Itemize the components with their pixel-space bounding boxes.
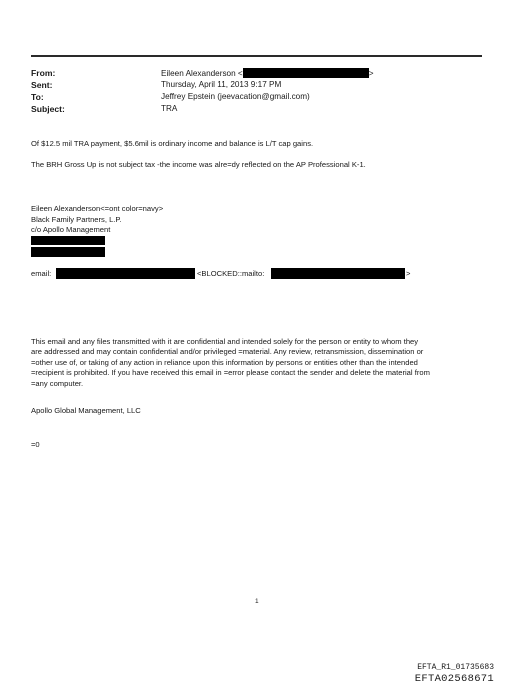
to-value: Jeffrey Epstein (jeevacation@gmail.com) [161,92,310,101]
signature-name: Eileen Alexanderson<=ont color=navy> [31,204,164,213]
disclaimer-company: Apollo Global Management, LLC [31,406,141,415]
page-number: 1 [255,598,259,605]
disclaimer-line: =recipient is prohibited. If you have received this email in =error please contact the sender and delete the material from [31,368,430,378]
redaction-from-email [243,68,369,78]
to-label: To: [31,92,44,102]
body-line-1: Of $12.5 mil TRA payment, $5.6mil is ordinary income and balance is L/T cap gains. [31,139,314,148]
disclaimer-paragraph [31,337,491,389]
signature-company: Black Family Partners, L.P. [31,215,122,224]
from-suffix: > [368,69,374,78]
disclaimer-line: =any computer. [31,378,84,388]
disclaimer-line: =other use of, or taking of any action in reliance upon this information by persons or entities other than the intended [31,357,418,367]
signature-care-of: c/o Apollo Management [31,225,111,234]
from-value [161,68,374,78]
disclaimer-line: are addressed and may contain confidential and/or privileged =material. Any review, retransmission, dissemination or [31,347,424,357]
from-name: Eileen Alexanderson < [161,69,243,78]
redaction-email-1 [56,268,195,279]
body-line-2: The BRH Gross Up is not subject tax -the income was alre=dy reflected on the AP Professional K-1. [31,160,366,169]
trailer-text: =0 [31,440,40,449]
redaction-sig-2 [31,247,105,257]
disclaimer-line: This email and any files transmitted with it are confidential and intended solely for the person or entity to whom they [31,337,419,346]
email-label: email: [31,269,52,278]
header-divider [31,55,482,57]
subject-value: TRA [161,104,178,113]
blocked-mailto: <BLOCKED::mailto: [197,269,265,278]
redaction-sig-1 [31,236,105,245]
sent-value: Thursday, April 11, 2013 9:17 PM [161,80,282,89]
redaction-email-2 [271,268,405,279]
blocked-suffix: > [406,269,411,278]
subject-label: Subject: [31,104,65,114]
sent-label: Sent: [31,80,53,90]
bates-number-1: EFTA_R1_01735683 [417,663,494,672]
from-label: From: [31,68,56,78]
bates-number-2: EFTA02568671 [414,673,494,685]
